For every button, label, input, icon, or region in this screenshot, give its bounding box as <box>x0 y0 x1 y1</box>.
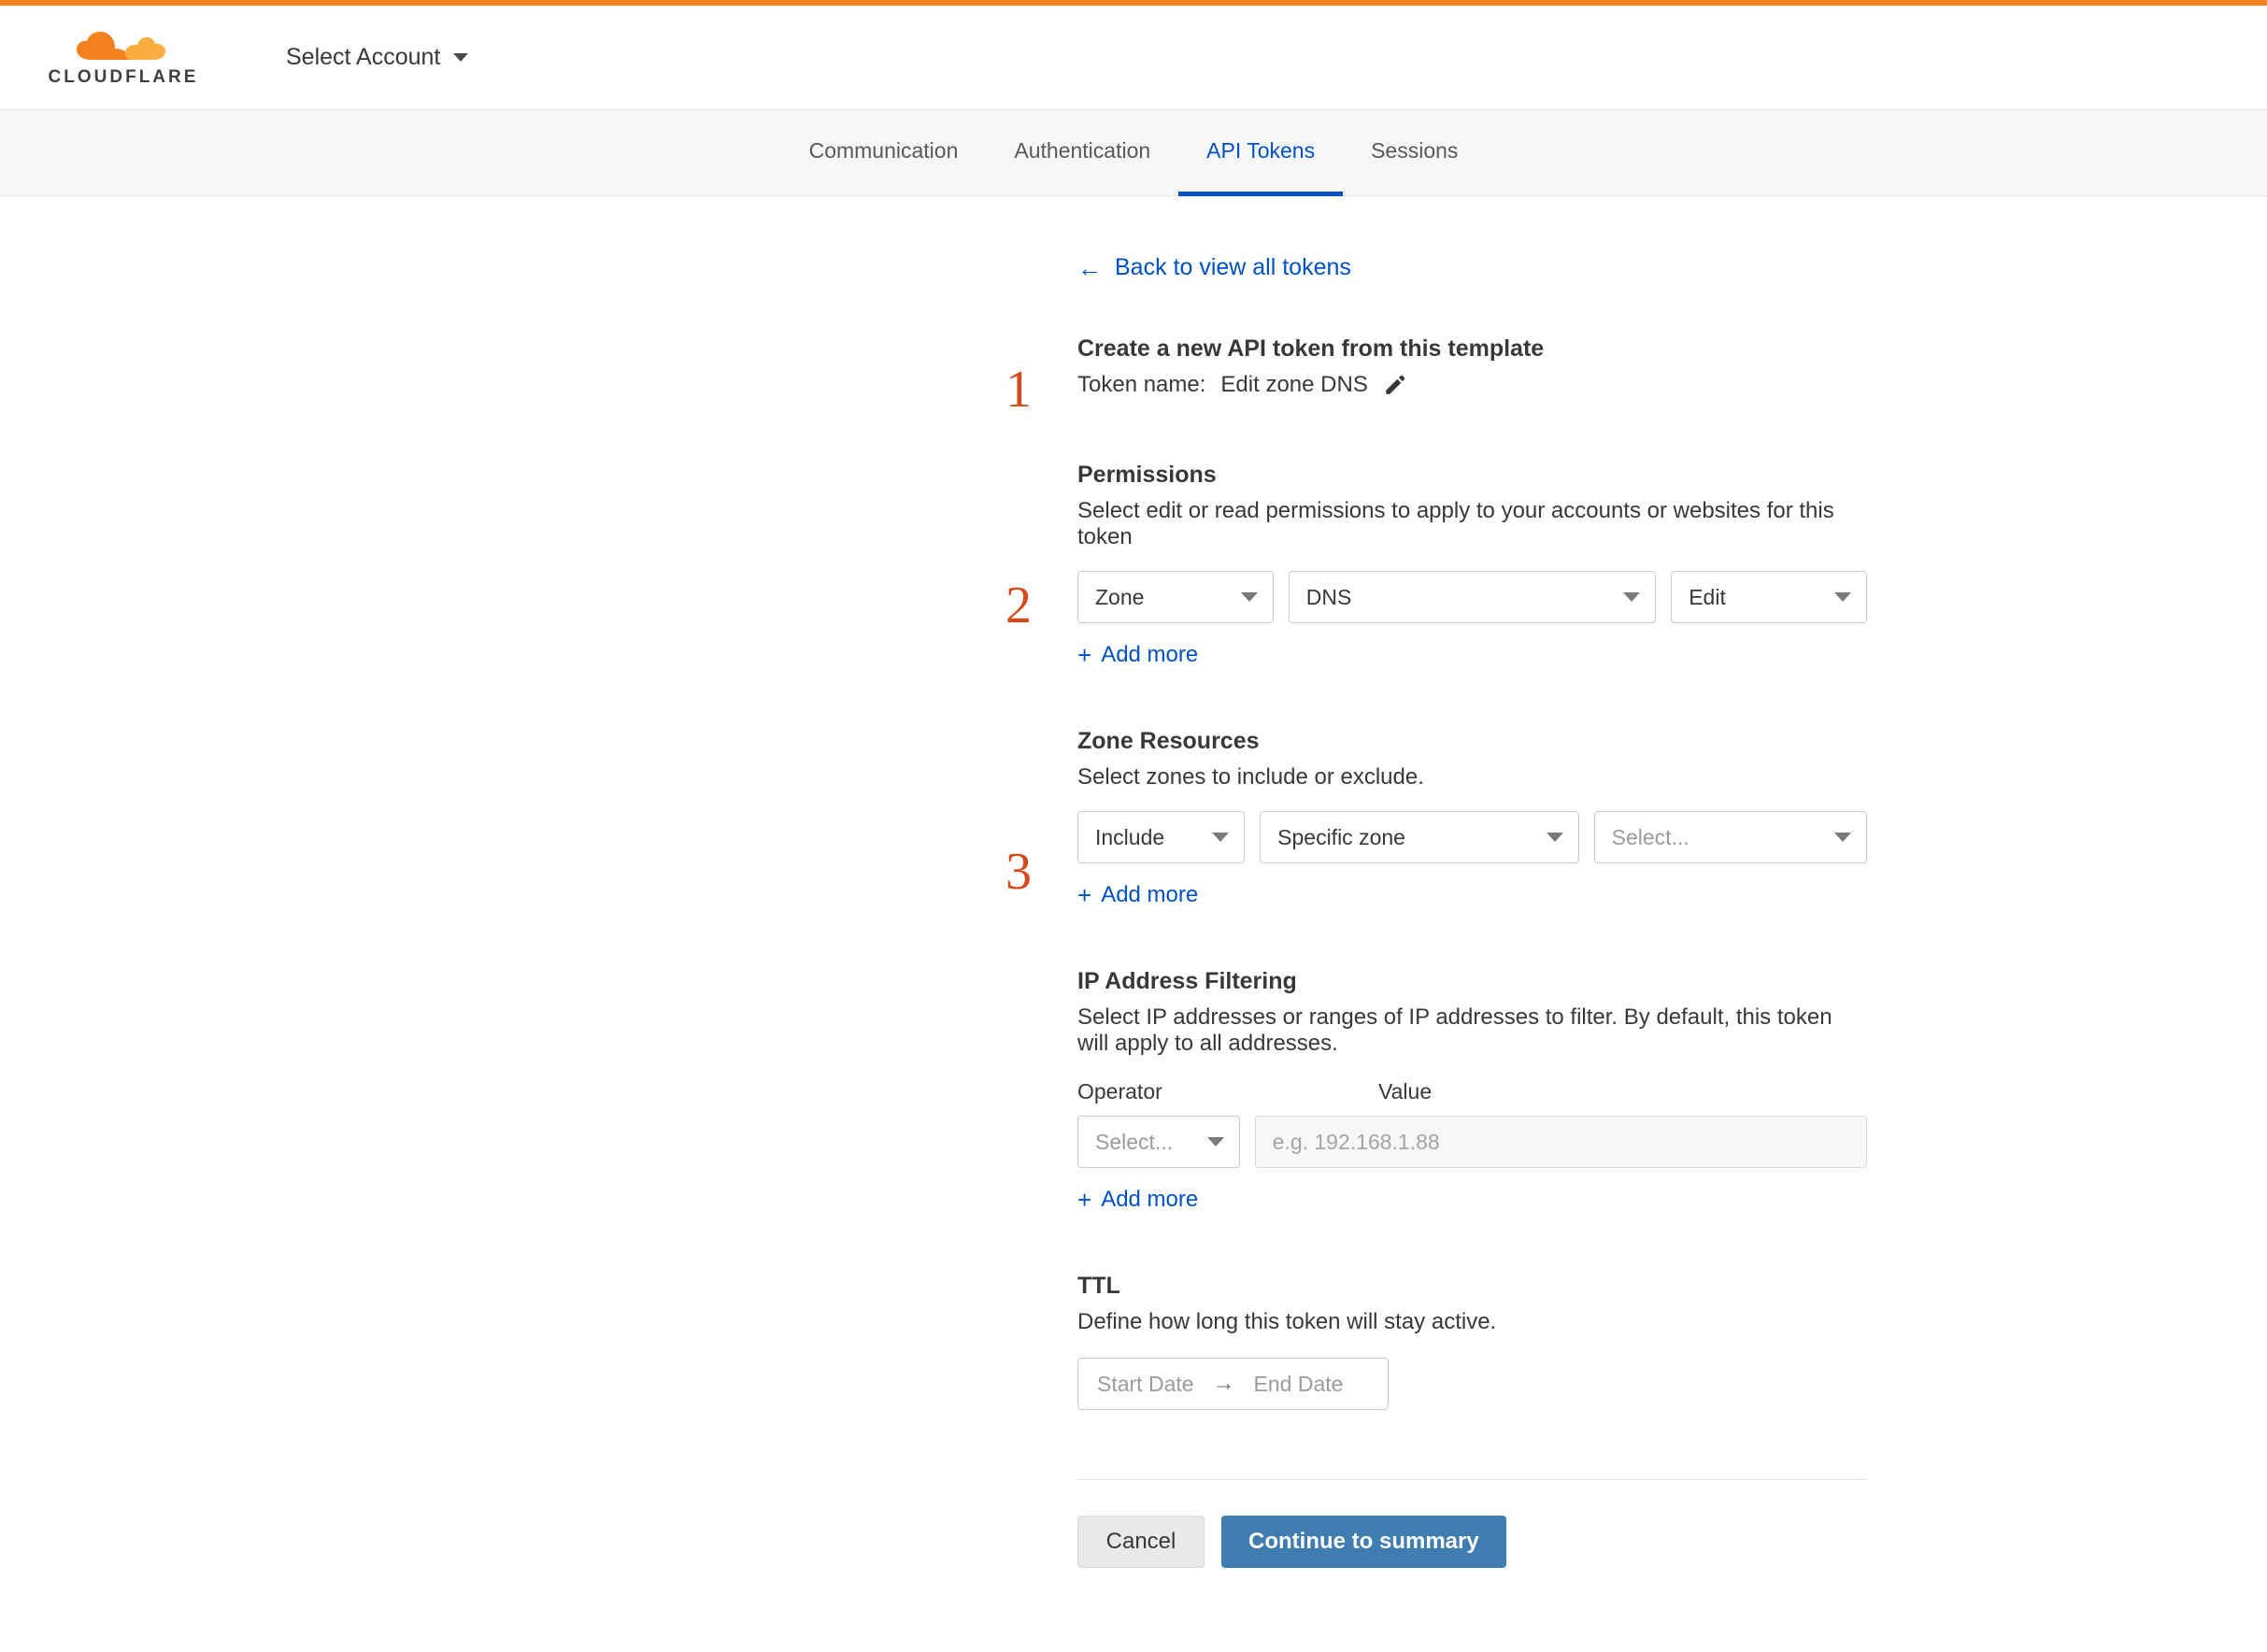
chevron-down-icon <box>1834 592 1851 602</box>
zone-inclusion-value: Include <box>1095 824 1165 849</box>
ip-filtering-field-labels <box>1077 1079 1867 1104</box>
arrow-right-icon: → <box>1212 1371 1235 1396</box>
ip-operator-value: Select... <box>1095 1129 1174 1154</box>
zone-scope-value: Specific zone <box>1277 824 1405 849</box>
token-name-prefix: Token name: <box>1077 372 1206 397</box>
continue-to-summary-button[interactable] <box>1221 1516 1506 1568</box>
tab-communication[interactable] <box>781 110 987 196</box>
tab-label: Communication <box>808 138 959 163</box>
cloudflare-wordmark: CLOUDFLARE <box>48 66 199 87</box>
zone-resources-title: Zone Resources <box>1077 728 1260 754</box>
zone-resources-add-more-button[interactable] <box>1077 882 1198 908</box>
account-selector[interactable] <box>286 44 468 71</box>
cancel-button[interactable] <box>1077 1516 1205 1568</box>
ttl-section <box>1077 1273 1867 1410</box>
zone-resources-description: Select zones to include or exclude. <box>1077 764 1424 790</box>
permissions-add-more-button[interactable] <box>1077 642 1198 668</box>
cloudflare-logo <box>32 28 215 88</box>
ip-filtering-title: IP Address Filtering <box>1077 968 1297 994</box>
ip-filtering-description: Select IP addresses or ranges of IP addresses to filter. By default, this token will apply to all addresses. <box>1077 1004 1832 1056</box>
ttl-start-date: Start Date <box>1097 1371 1194 1396</box>
ip-operator-select[interactable] <box>1077 1116 1240 1168</box>
permission-scope-select[interactable] <box>1077 571 1274 623</box>
cancel-button-label: Cancel <box>1105 1529 1176 1554</box>
chevron-down-icon <box>1547 833 1563 842</box>
zone-resources-section <box>1077 728 1867 908</box>
arrow-left-icon: ← <box>1077 253 1102 282</box>
chevron-down-icon <box>453 53 468 62</box>
template-title: Create a new API token from this template <box>1077 335 1545 362</box>
chevron-down-icon <box>1212 833 1229 842</box>
add-more-label: Add more <box>1101 1187 1199 1212</box>
app-header <box>0 6 2267 110</box>
back-to-tokens-link[interactable] <box>1077 254 1867 281</box>
tab-label: Sessions <box>1371 138 1459 163</box>
ip-value-placeholder: e.g. 192.168.1.88 <box>1272 1129 1440 1154</box>
cloudflare-cloud-icon <box>73 28 174 65</box>
footer-divider <box>1077 1479 1867 1480</box>
pencil-icon[interactable] <box>1383 373 1407 397</box>
chevron-down-icon <box>1623 592 1640 602</box>
ip-filtering-section <box>1077 968 1867 1213</box>
account-selector-label: Select Account <box>286 44 441 70</box>
ttl-title: TTL <box>1077 1273 1120 1299</box>
tab-sessions[interactable] <box>1343 110 1486 196</box>
tab-authentication[interactable] <box>986 110 1178 196</box>
add-more-label: Add more <box>1101 642 1199 667</box>
ttl-date-range-picker[interactable] <box>1077 1358 1389 1410</box>
plus-icon: + <box>1077 641 1092 669</box>
tab-label: API Tokens <box>1206 138 1316 163</box>
permissions-title: Permissions <box>1077 462 1217 488</box>
zone-scope-select[interactable] <box>1260 811 1579 863</box>
permission-access-value: Edit <box>1689 584 1726 609</box>
chevron-down-icon <box>1207 1137 1224 1146</box>
ip-filtering-row <box>1077 1116 1867 1168</box>
footer-area <box>1077 1479 1867 1615</box>
ttl-description: Define how long this token will stay active. <box>1077 1309 1497 1334</box>
continue-button-label: Continue to summary <box>1248 1529 1479 1554</box>
permissions-row <box>1077 571 1867 623</box>
plus-icon: + <box>1077 1186 1092 1214</box>
page-content <box>0 254 2267 1615</box>
value-label: Value <box>1378 1079 1433 1104</box>
zone-inclusion-select[interactable] <box>1077 811 1245 863</box>
back-link-label: Back to view all tokens <box>1115 254 1351 280</box>
zone-name-value: Select... <box>1611 824 1690 849</box>
permission-access-select[interactable] <box>1671 571 1867 623</box>
footer-buttons <box>1077 1516 1867 1615</box>
zone-resources-row <box>1077 811 1867 863</box>
chevron-down-icon <box>1241 592 1258 602</box>
template-section <box>1077 335 1867 398</box>
tab-api-tokens[interactable] <box>1178 110 1343 196</box>
permission-resource-value: DNS <box>1305 584 1352 609</box>
step-number-2: 2 <box>1005 577 1032 634</box>
nav-tabs <box>0 110 2267 196</box>
tab-label: Authentication <box>1014 138 1151 163</box>
add-more-label: Add more <box>1101 882 1199 907</box>
ttl-end-date: End Date <box>1253 1371 1344 1396</box>
permissions-description: Select edit or read permissions to apply to your accounts or websites for this token <box>1077 498 1834 549</box>
operator-label: Operator <box>1077 1079 1162 1104</box>
permission-resource-select[interactable] <box>1289 571 1656 623</box>
token-name-value: Edit zone DNS <box>1220 372 1368 397</box>
token-name-row <box>1077 372 1867 398</box>
ip-value-input[interactable] <box>1255 1116 1867 1168</box>
permissions-section <box>1077 462 1867 668</box>
chevron-down-icon <box>1834 833 1851 842</box>
plus-icon: + <box>1077 881 1092 909</box>
step-number-3: 3 <box>1005 843 1032 901</box>
zone-name-select[interactable] <box>1594 811 1867 863</box>
permission-scope-value: Zone <box>1095 584 1145 609</box>
ip-filtering-add-more-button[interactable] <box>1077 1187 1198 1213</box>
step-number-1: 1 <box>1005 361 1032 419</box>
